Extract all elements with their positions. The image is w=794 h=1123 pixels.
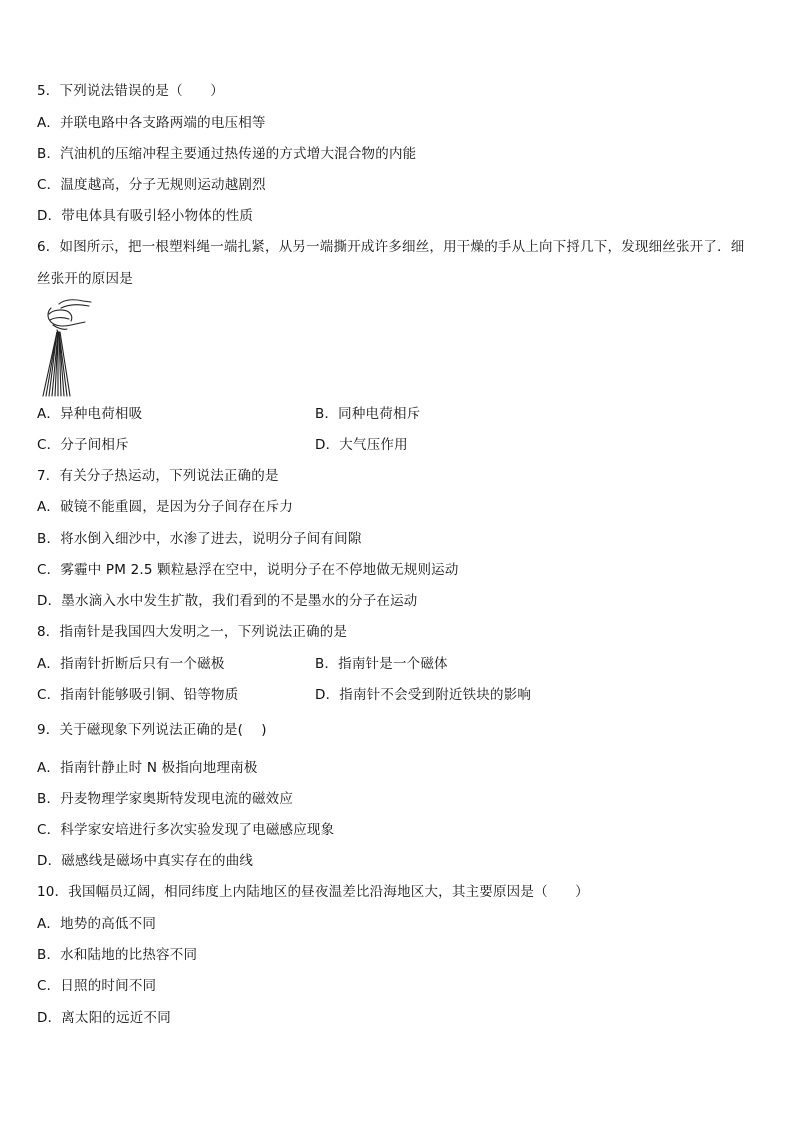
question-7-option-d: D．墨水滴入水中发生扩散，我们看到的不是墨水的分子在运动 — [37, 593, 418, 609]
question-8-option-c: C．指南针能够吸引铜、铅等物质 — [37, 687, 239, 703]
hand-stroking-plastic-strings-figure — [37, 296, 95, 398]
question-8-option-d: D．指南针不会受到附近铁块的影响 — [315, 687, 532, 703]
question-9-option-c: C．科学家安培进行多次实验发现了电磁感应现象 — [37, 822, 335, 838]
question-5-option-b: B．汽油机的压缩冲程主要通过热传递的方式增大混合物的内能 — [37, 146, 417, 162]
question-5-stem: 5．下列说法错误的是（ ） — [37, 83, 224, 99]
question-10-stem: 10．我国幅员辽阔，相同纬度上内陆地区的昼夜温差比沿海地区大，其主要原因是（ ） — [37, 884, 589, 900]
question-9-option-b: B．丹麦物理学家奥斯特发现电流的磁效应 — [37, 791, 294, 807]
question-9-option-a: A．指南针静止时 N 极指向地理南极 — [37, 760, 258, 776]
question-7-option-c: C．雾霾中 PM 2.5 颗粒悬浮在空中，说明分子在不停地做无规则运动 — [37, 562, 459, 578]
question-8-option-a: A．指南针折断后只有一个磁极 — [37, 656, 225, 672]
question-10-option-d: D．离太阳的远近不同 — [37, 1010, 171, 1026]
question-10-option-b: B．水和陆地的比热容不同 — [37, 947, 198, 963]
question-6-option-b: B．同种电荷相斥 — [315, 406, 421, 422]
question-6-stem-line-2: 丝张开的原因是 — [37, 271, 133, 287]
question-5-option-a: A．并联电路中各支路两端的电压相等 — [37, 115, 266, 131]
question-10-option-a: A．地势的高低不同 — [37, 916, 157, 932]
question-5-option-c: C．温度越高，分子无规则运动越剧烈 — [37, 177, 266, 193]
question-8-stem: 8．指南针是我国四大发明之一，下列说法正确的是 — [37, 624, 348, 640]
question-10-option-c: C．日照的时间不同 — [37, 978, 157, 994]
question-5-option-d: D．带电体具有吸引轻小物体的性质 — [37, 208, 254, 224]
question-6-stem-line-1: 6．如图所示，把一根塑料绳一端扎紧，从另一端撕开成许多细丝，用干燥的手从上向下捋几下，发现细丝张开了．细 — [37, 239, 745, 255]
question-6-option-c: C．分子间相斥 — [37, 437, 129, 453]
question-7-option-b: B．将水倒入细沙中，水渗了进去，说明分子间有间隙 — [37, 531, 362, 547]
question-7-option-a: A．破镜不能重圆，是因为分子间存在斥力 — [37, 499, 294, 515]
question-7-stem: 7．有关分子热运动，下列说法正确的是 — [37, 468, 279, 484]
question-6-option-a: A．异种电荷相吸 — [37, 406, 143, 422]
question-6-option-d: D．大气压作用 — [315, 437, 408, 453]
question-8-option-b: B．指南针是一个磁体 — [315, 656, 448, 672]
question-9-option-d: D．磁感线是磁场中真实存在的曲线 — [37, 853, 254, 869]
question-9-stem: 9．关于磁现象下列说法正确的是( ) — [37, 722, 267, 738]
